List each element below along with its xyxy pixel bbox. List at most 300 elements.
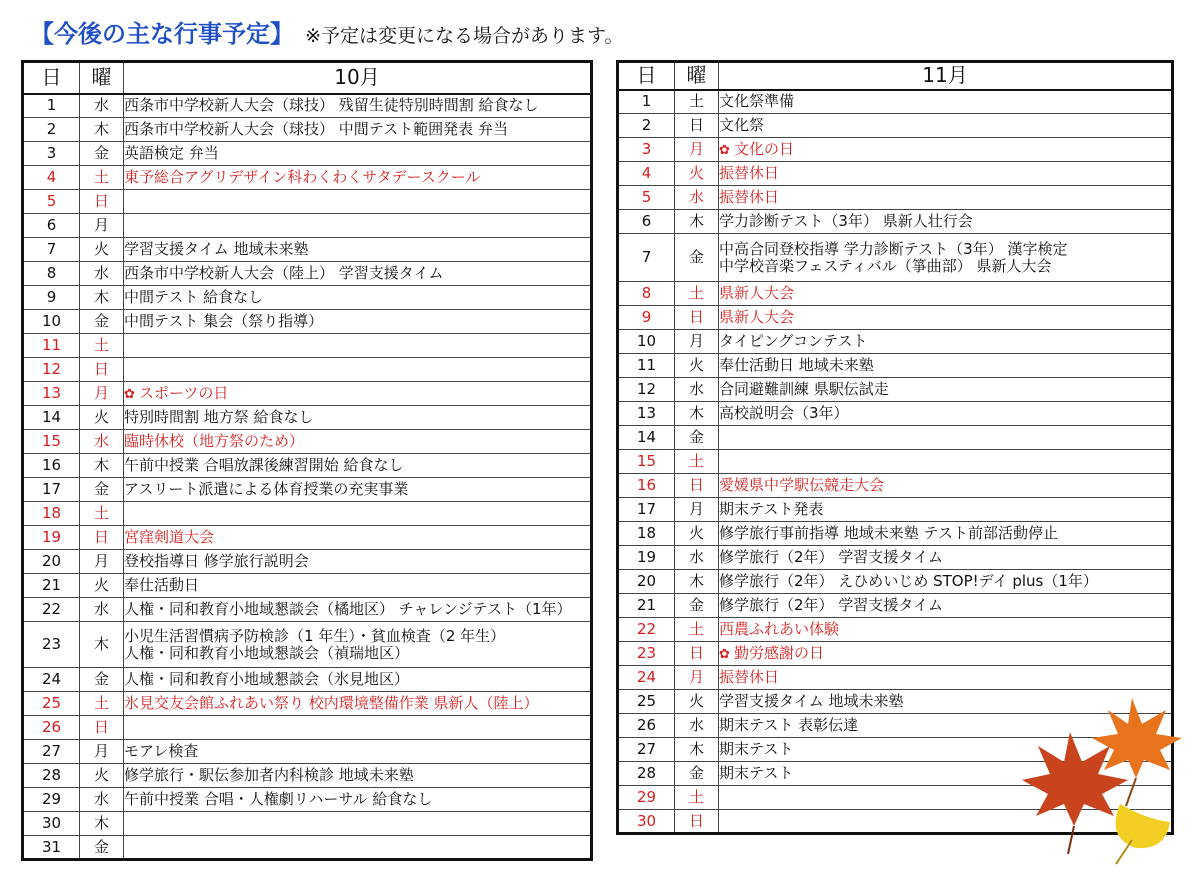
weekday: 月 xyxy=(675,498,719,522)
event-cell xyxy=(719,642,1173,666)
holiday-name: 文化の日 xyxy=(734,139,795,158)
weekday: 日 xyxy=(675,810,719,834)
table-row xyxy=(618,234,1173,282)
table-row xyxy=(23,334,592,358)
table-header-row xyxy=(618,62,1173,90)
page-note: ※予定は変更になる場合があります。 xyxy=(305,25,624,47)
day-number: 14 xyxy=(23,406,80,430)
event-cell xyxy=(124,668,592,692)
event-cell xyxy=(124,788,592,812)
event-cell xyxy=(124,406,592,430)
weekday: 日 xyxy=(80,358,124,382)
table-row xyxy=(23,262,592,286)
weekday: 火 xyxy=(80,238,124,262)
holiday-name: スポーツの日 xyxy=(139,383,229,402)
event-cell xyxy=(719,306,1173,330)
event-text: 高校説明会（3年） xyxy=(719,404,849,422)
weekday: 火 xyxy=(80,574,124,598)
weekday: 日 xyxy=(675,114,719,138)
day-number: 5 xyxy=(618,186,675,210)
holiday-name: 勤労感謝の日 xyxy=(734,643,825,662)
day-number: 4 xyxy=(618,162,675,186)
table-row xyxy=(618,642,1173,666)
event-text: 修学旅行（2年） えひめいじめ STOP!デイ plus（1年） xyxy=(719,572,1098,590)
event-cell xyxy=(719,618,1173,642)
event-text xyxy=(719,141,1171,159)
event-cell xyxy=(719,186,1173,210)
weekday: 木 xyxy=(80,286,124,310)
event-text: 振替休日 xyxy=(719,164,780,182)
table-row xyxy=(23,598,592,622)
weekday: 金 xyxy=(80,142,124,166)
event-text: 学力診断テスト（3年） 県新人壮行会 xyxy=(719,212,973,230)
day-number: 23 xyxy=(23,622,80,668)
weekday: 金 xyxy=(80,478,124,502)
weekday: 月 xyxy=(80,382,124,406)
day-number: 6 xyxy=(23,214,80,238)
event-cell xyxy=(719,378,1173,402)
table-row xyxy=(23,788,592,812)
ginkgo-leaf-icon xyxy=(1116,804,1170,864)
day-number: 20 xyxy=(23,550,80,574)
table-row xyxy=(618,162,1173,186)
event-text: タイピングコンテスト xyxy=(719,332,868,350)
event-text: 西条市中学校新人大会（球技） 残留生徒特別時間割 給食なし xyxy=(124,96,539,115)
event-text xyxy=(719,645,1171,663)
weekday: 金 xyxy=(675,594,719,618)
weekday: 土 xyxy=(675,282,719,306)
event-text: 奉仕活動日 xyxy=(124,576,200,594)
event-cell xyxy=(124,334,592,358)
event-text: 期末テスト xyxy=(719,740,794,758)
table-row xyxy=(23,764,592,788)
day-number: 21 xyxy=(23,574,80,598)
table-row xyxy=(23,358,592,382)
day-number: 8 xyxy=(618,282,675,306)
event-cell xyxy=(124,214,592,238)
event-cell xyxy=(124,622,592,668)
event-cell xyxy=(124,430,592,454)
event-text: 期末テスト 表彰伝達 xyxy=(719,716,859,734)
table-row xyxy=(23,238,592,262)
day-number: 14 xyxy=(618,426,675,450)
event-cell xyxy=(124,550,592,574)
day-header: 日 xyxy=(618,62,675,90)
day-number: 1 xyxy=(618,90,675,114)
day-number: 1 xyxy=(23,94,80,118)
day-number: 28 xyxy=(23,764,80,788)
weekday: 水 xyxy=(675,546,719,570)
table-row xyxy=(23,454,592,478)
event-cell xyxy=(719,402,1173,426)
weekday: 日 xyxy=(675,642,719,666)
day-number: 7 xyxy=(618,234,675,282)
month-header: 11月 xyxy=(719,62,1173,90)
event-text: 文化祭準備 xyxy=(719,92,795,111)
holiday-flag-icon: ✿ xyxy=(719,646,735,662)
event-cell xyxy=(124,94,592,118)
day-number: 17 xyxy=(23,478,80,502)
table-row xyxy=(618,594,1173,618)
weekday: 月 xyxy=(675,666,719,690)
day-number: 6 xyxy=(618,210,675,234)
event-text: 修学旅行（2年） 学習支援タイム xyxy=(719,596,944,614)
weekday: 土 xyxy=(80,502,124,526)
event-text: 愛媛県中学駅伝競走大会 xyxy=(719,476,885,494)
event-text: 西農ふれあい体験 xyxy=(719,620,840,638)
page-header xyxy=(30,14,624,50)
event-text: モアレ検査 xyxy=(124,742,199,760)
day-number: 15 xyxy=(23,430,80,454)
event-cell xyxy=(124,310,592,334)
day-number: 19 xyxy=(618,546,675,570)
table-row xyxy=(23,94,592,118)
event-text: 学習支援タイム 地域未来塾 xyxy=(124,240,309,258)
weekday: 日 xyxy=(675,306,719,330)
weekday: 火 xyxy=(675,690,719,714)
event-text: 県新人大会 xyxy=(719,284,795,302)
day-number: 22 xyxy=(618,618,675,642)
weekday-header: 曜 xyxy=(675,62,719,90)
table-row xyxy=(23,502,592,526)
weekday: 日 xyxy=(80,190,124,214)
weekday: 月 xyxy=(80,550,124,574)
table-row xyxy=(618,498,1173,522)
weekday-header: 曜 xyxy=(80,62,124,94)
weekday: 日 xyxy=(80,716,124,740)
weekday: 水 xyxy=(675,378,719,402)
weekday: 水 xyxy=(80,262,124,286)
day-number: 2 xyxy=(618,114,675,138)
event-text xyxy=(124,385,590,403)
table-row xyxy=(23,286,592,310)
event-text: 人権・同和教育小地域懇談会（禎瑞地区） xyxy=(124,643,410,662)
event-text: 午前中授業 合唱放課後練習開始 給食なし xyxy=(124,456,404,474)
event-text: 中高合同登校指導 学力診断テスト（3年） 漢字検定 xyxy=(719,239,1068,258)
table-row xyxy=(23,382,592,406)
weekday: 金 xyxy=(675,426,719,450)
day-number: 31 xyxy=(23,836,80,860)
weekday: 日 xyxy=(675,474,719,498)
weekday: 水 xyxy=(675,186,719,210)
table-row xyxy=(23,692,592,716)
weekday: 木 xyxy=(80,454,124,478)
weekday: 木 xyxy=(675,570,719,594)
weekday: 土 xyxy=(675,786,719,810)
day-number: 19 xyxy=(23,526,80,550)
weekday: 水 xyxy=(675,714,719,738)
event-text: 人権・同和教育小地域懇談会（氷見地区） xyxy=(124,670,410,688)
table-row xyxy=(618,306,1173,330)
event-cell xyxy=(124,382,592,406)
event-text: 小児生活習慣病予防検診（1 年生）・貧血検査（2 年生） xyxy=(124,626,506,645)
event-text: 臨時休校（地方祭のため） xyxy=(124,432,305,450)
table-row xyxy=(618,570,1173,594)
table-row xyxy=(23,142,592,166)
day-number: 3 xyxy=(618,138,675,162)
event-cell xyxy=(719,138,1173,162)
weekday: 月 xyxy=(80,214,124,238)
event-cell xyxy=(719,522,1173,546)
weekday: 土 xyxy=(675,90,719,114)
event-text: 西条市中学校新人大会（陸上） 学習支援タイム xyxy=(124,264,444,282)
day-number: 2 xyxy=(23,118,80,142)
event-text: 振替休日 xyxy=(719,188,780,206)
weekday: 金 xyxy=(80,836,124,860)
event-cell xyxy=(719,546,1173,570)
table-row xyxy=(23,574,592,598)
table-row xyxy=(23,310,592,334)
day-number: 29 xyxy=(23,788,80,812)
day-number: 12 xyxy=(618,378,675,402)
table-row xyxy=(23,740,592,764)
day-number: 17 xyxy=(618,498,675,522)
event-cell xyxy=(719,210,1173,234)
table-row xyxy=(23,430,592,454)
weekday: 火 xyxy=(80,406,124,430)
day-number: 13 xyxy=(23,382,80,406)
weekday: 月 xyxy=(80,740,124,764)
event-text: 修学旅行（2年） 学習支援タイム xyxy=(719,548,944,566)
day-number: 10 xyxy=(23,310,80,334)
day-number: 11 xyxy=(23,334,80,358)
event-cell xyxy=(719,234,1173,282)
event-text: 東予総合アグリデザイン科わくわくサタデースクール xyxy=(124,168,481,186)
event-text: 宮窪剣道大会 xyxy=(124,528,215,546)
table-row xyxy=(23,622,592,668)
weekday: 木 xyxy=(675,210,719,234)
weekday: 金 xyxy=(675,762,719,786)
event-cell xyxy=(719,666,1173,690)
day-number: 18 xyxy=(618,522,675,546)
table-row xyxy=(618,522,1173,546)
weekday: 木 xyxy=(675,738,719,762)
event-cell xyxy=(719,90,1173,114)
event-text: 人権・同和教育小地域懇談会（橘地区） チャレンジテスト（1年） xyxy=(124,600,572,618)
table-row xyxy=(618,114,1173,138)
table-row xyxy=(23,190,592,214)
weekday: 土 xyxy=(80,166,124,190)
event-cell xyxy=(124,502,592,526)
day-number: 18 xyxy=(23,502,80,526)
event-cell xyxy=(124,166,592,190)
event-cell xyxy=(719,426,1173,450)
day-number: 15 xyxy=(618,450,675,474)
day-number: 4 xyxy=(23,166,80,190)
table-row xyxy=(23,716,592,740)
weekday: 土 xyxy=(80,692,124,716)
day-number: 5 xyxy=(23,190,80,214)
event-text: 県新人大会 xyxy=(719,308,795,326)
month-header: 10月 xyxy=(124,62,592,94)
day-header: 日 xyxy=(23,62,80,94)
autumn-leaves-illustration xyxy=(1020,688,1190,868)
weekday: 金 xyxy=(80,668,124,692)
weekday: 水 xyxy=(80,598,124,622)
table-row xyxy=(23,668,592,692)
event-cell xyxy=(124,118,592,142)
event-cell xyxy=(719,474,1173,498)
event-cell xyxy=(124,286,592,310)
holiday-flag-icon: ✿ xyxy=(719,142,735,158)
table-row xyxy=(618,138,1173,162)
event-text: 文化祭 xyxy=(719,116,765,134)
event-cell xyxy=(124,598,592,622)
day-number: 25 xyxy=(23,692,80,716)
weekday: 火 xyxy=(80,764,124,788)
weekday: 水 xyxy=(80,788,124,812)
day-number: 23 xyxy=(618,642,675,666)
table-row xyxy=(23,214,592,238)
page-title: 【今後の主な行事予定】 xyxy=(30,20,294,48)
event-cell xyxy=(124,190,592,214)
weekday: 金 xyxy=(675,234,719,282)
event-cell xyxy=(719,570,1173,594)
event-text: 振替休日 xyxy=(719,668,780,686)
day-number: 9 xyxy=(618,306,675,330)
table-row xyxy=(23,526,592,550)
day-number: 26 xyxy=(618,714,675,738)
day-number: 3 xyxy=(23,142,80,166)
day-number: 29 xyxy=(618,786,675,810)
event-cell xyxy=(719,114,1173,138)
weekday: 火 xyxy=(675,354,719,378)
event-text: 西条市中学校新人大会（球技） 中間テスト範囲発表 弁当 xyxy=(124,120,508,138)
event-cell xyxy=(124,764,592,788)
event-text: 奉仕活動日 地域未来塾 xyxy=(719,356,874,374)
table-row xyxy=(618,378,1173,402)
weekday: 土 xyxy=(80,334,124,358)
day-number: 30 xyxy=(23,812,80,836)
event-text: 学習支援タイム 地域未来塾 xyxy=(719,692,904,710)
table-row xyxy=(618,546,1173,570)
table-row xyxy=(618,354,1173,378)
table-row xyxy=(618,90,1173,114)
event-text: 修学旅行事前指導 地域未来塾 テスト前部活動停止 xyxy=(719,524,1058,542)
day-number: 28 xyxy=(618,762,675,786)
table-row xyxy=(618,282,1173,306)
weekday: 火 xyxy=(675,162,719,186)
day-number: 21 xyxy=(618,594,675,618)
weekday: 土 xyxy=(675,618,719,642)
event-text: 特別時間割 地方祭 給食なし xyxy=(124,408,314,426)
event-text: 中間テスト 集会（祭り指導） xyxy=(124,312,324,330)
table-row xyxy=(618,474,1173,498)
table-row xyxy=(618,426,1173,450)
day-number: 10 xyxy=(618,330,675,354)
weekday: 木 xyxy=(80,812,124,836)
maple-leaf-icon xyxy=(1022,732,1128,854)
table-row xyxy=(23,550,592,574)
weekday: 木 xyxy=(80,622,124,668)
event-text: 期末テスト発表 xyxy=(719,500,824,518)
day-number: 13 xyxy=(618,402,675,426)
table-row xyxy=(618,210,1173,234)
weekday: 日 xyxy=(80,526,124,550)
event-text: アスリート派遣による体育授業の充実事業 xyxy=(124,480,409,498)
day-number: 26 xyxy=(23,716,80,740)
day-number: 22 xyxy=(23,598,80,622)
event-cell xyxy=(719,594,1173,618)
table-row xyxy=(23,836,592,860)
holiday-flag-icon: ✿ xyxy=(124,386,140,402)
day-number: 9 xyxy=(23,286,80,310)
day-number: 25 xyxy=(618,690,675,714)
weekday: 金 xyxy=(80,310,124,334)
day-number: 16 xyxy=(23,454,80,478)
table-row xyxy=(23,166,592,190)
event-text: 氷見交友会館ふれあい祭り 校内環境整備作業 県新人（陸上） xyxy=(124,694,539,712)
event-text: 修学旅行・駅伝参加者内科検診 地域未来塾 xyxy=(124,766,414,784)
event-cell xyxy=(719,282,1173,306)
day-number: 16 xyxy=(618,474,675,498)
event-text: 中間テスト 給食なし xyxy=(124,288,264,306)
day-number: 24 xyxy=(618,666,675,690)
event-cell xyxy=(719,354,1173,378)
event-cell xyxy=(124,478,592,502)
table-row xyxy=(23,406,592,430)
event-cell xyxy=(719,498,1173,522)
day-number: 12 xyxy=(23,358,80,382)
event-text: 期末テスト xyxy=(719,764,794,782)
event-cell xyxy=(124,454,592,478)
table-row xyxy=(618,186,1173,210)
table-row xyxy=(618,330,1173,354)
day-number: 11 xyxy=(618,354,675,378)
weekday: 月 xyxy=(675,330,719,354)
event-cell xyxy=(124,692,592,716)
table-row xyxy=(618,450,1173,474)
weekday: 水 xyxy=(80,94,124,118)
day-number: 7 xyxy=(23,238,80,262)
event-cell xyxy=(124,238,592,262)
event-cell xyxy=(124,716,592,740)
event-cell xyxy=(124,142,592,166)
weekday: 月 xyxy=(675,138,719,162)
event-cell xyxy=(124,262,592,286)
day-number: 30 xyxy=(618,810,675,834)
event-text: 英語検定 弁当 xyxy=(124,144,219,162)
event-cell xyxy=(719,162,1173,186)
table-row xyxy=(618,402,1173,426)
day-number: 8 xyxy=(23,262,80,286)
weekday: 水 xyxy=(80,430,124,454)
event-cell xyxy=(124,526,592,550)
day-number: 27 xyxy=(23,740,80,764)
event-text: 登校指導日 修学旅行説明会 xyxy=(124,552,309,570)
event-cell xyxy=(124,358,592,382)
day-number: 27 xyxy=(618,738,675,762)
event-text: 中学校音楽フェスティバル（箏曲部） 県新人大会 xyxy=(719,256,1052,275)
weekday: 木 xyxy=(80,118,124,142)
october-table xyxy=(21,60,593,861)
weekday: 木 xyxy=(675,402,719,426)
october-rows xyxy=(23,94,592,860)
table-row xyxy=(23,478,592,502)
weekday: 火 xyxy=(675,522,719,546)
event-cell xyxy=(719,330,1173,354)
weekday: 土 xyxy=(675,450,719,474)
event-cell xyxy=(124,836,592,860)
table-row xyxy=(23,118,592,142)
table-row xyxy=(23,812,592,836)
event-cell xyxy=(124,574,592,598)
event-cell xyxy=(124,740,592,764)
day-number: 20 xyxy=(618,570,675,594)
event-text: 合同避難訓練 県駅伝試走 xyxy=(719,380,889,398)
event-cell xyxy=(124,812,592,836)
event-text: 午前中授業 合唱・人権劇リハーサル 給食なし xyxy=(124,790,433,808)
